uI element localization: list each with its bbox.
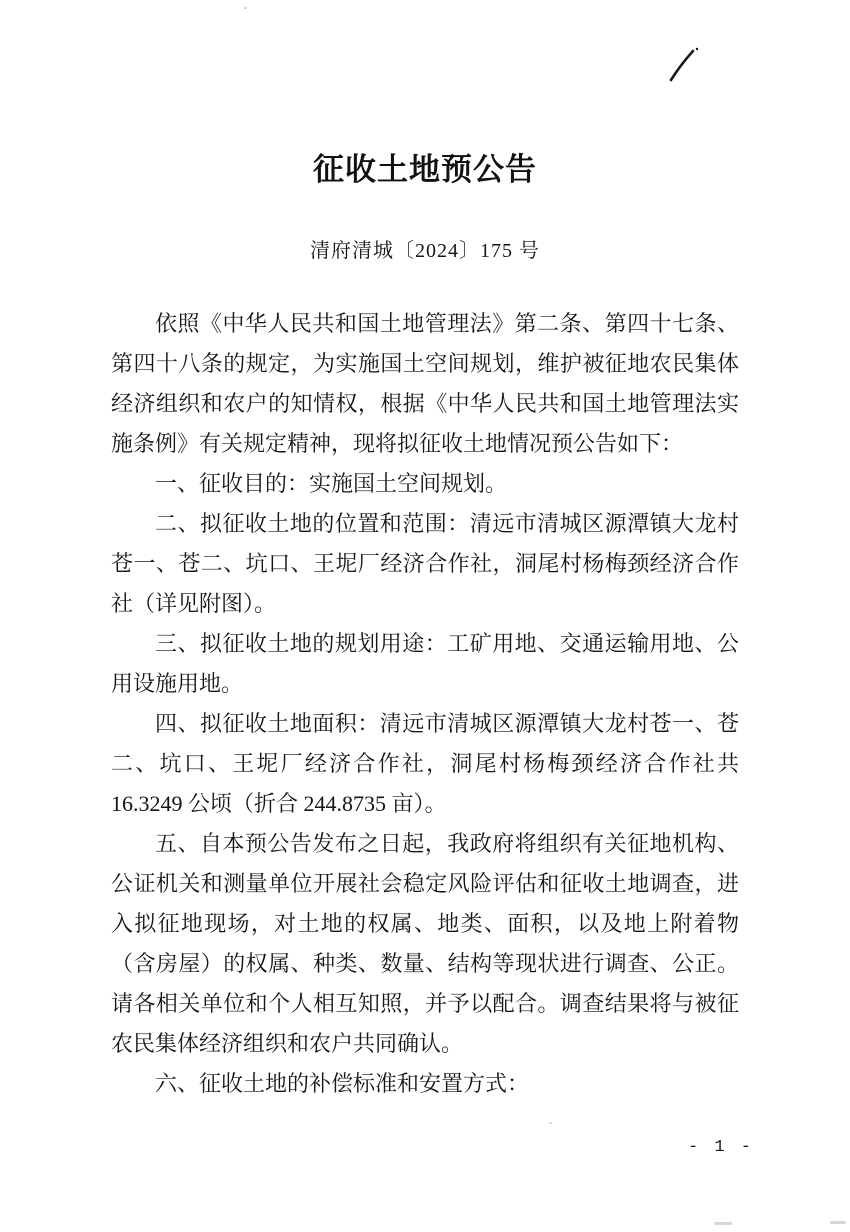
paragraph-item-4: 四、拟征收土地面积：清远市清城区源潭镇大龙村苍一、苍二、坑口、王坭厂经济合作社，洞尾村杨梅颈经济合作社共 16.3249 公顷（折合 244.8735 亩）。 [111,711,739,816]
handwritten-pen-stroke-icon [668,46,702,84]
paragraph-item-5: 五、自本预公告发布之日起，我政府将组织有关征地机构、公证机关和测量单位开展社会稳定风险评估和征收土地调查，进入拟征地现场，对土地的权属、地类、面积，以及地上附着物（含房屋）的权属、种类、数量、结构等现状进行调查、公正。请各相关单位和个人相互知照，并予以配合。调查结果将与被征农民集体经济组织和农户共同确认。 [111,831,739,1056]
scan-smudge [830,1221,846,1224]
scan-speck [244,7,247,9]
paragraph-item-1: 一、征收目的：实施国土空间规划。 [155,471,508,496]
scan-smudge [714,1222,732,1225]
paragraph-intro: 依照《中华人民共和国土地管理法》第二条、第四十七条、第四十八条的规定，为实施国土空间规划，维护被征地农民集体经济组织和农户的知情权，根据《中华人民共和国土地管理法实施条例》有关规定精神，现将拟征收土地情况预公告如下： [111,311,739,456]
scan-speck [549,1122,552,1124]
paragraph-item-2: 二、拟征收土地的位置和范围：清远市清城区源潭镇大龙村苍一、苍二、坑口、王坭厂经济合作社，洞尾村杨梅颈经济合作社（详见附图）。 [111,511,739,616]
paragraph-item-6: 六、征收土地的补偿标准和安置方式： [155,1071,530,1096]
document-title: 征收土地预公告 [313,152,537,187]
page-number: - 1 - [687,1138,754,1157]
paragraph-item-3: 三、拟征收土地的规划用途：工矿用地、交通运输用地、公用设施用地。 [111,631,739,696]
document-body [111,304,739,1104]
document-number: 清府清城〔2024〕175 号 [310,240,540,262]
